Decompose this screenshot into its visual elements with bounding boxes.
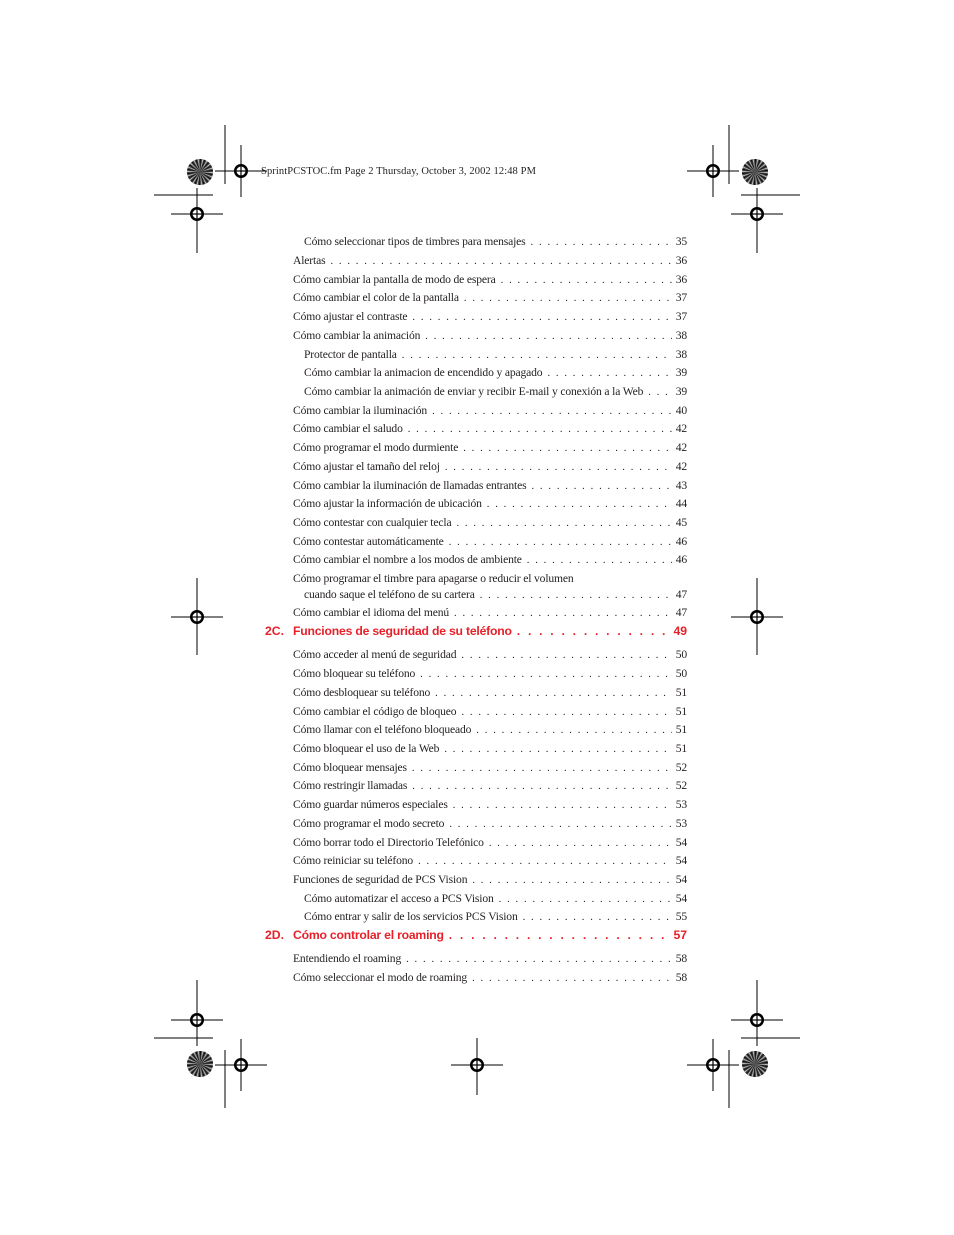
toc-entry-title: Cómo contestar con cualquier tecla (293, 516, 452, 529)
toc-entry-title: Cómo seleccionar el modo de roaming (293, 971, 468, 984)
toc-entry[interactable] (293, 497, 687, 510)
leader-dots (472, 875, 671, 886)
section-number: 2C. (265, 624, 284, 638)
toc-entry-title: Cómo cambiar el color de la pantalla (293, 291, 459, 304)
leader-dots (449, 928, 670, 942)
toc-entry-page: 55 (675, 910, 687, 923)
toc-entry-title: cuando saque el teléfono de su cartera (304, 588, 475, 601)
toc-entry-page: 46 (675, 553, 687, 566)
toc-entry[interactable] (293, 535, 687, 548)
toc-entry-title: Cómo ajustar el contraste (293, 310, 408, 323)
leader-dots (461, 650, 671, 661)
toc-entry[interactable] (293, 952, 687, 965)
toc-entry-title: Entendiendo el roaming (293, 952, 402, 965)
toc-entry-title: Cómo cambiar la animacion de encendido y apagado (304, 366, 543, 379)
toc-entry-title: Cómo contestar automáticamente (293, 535, 444, 548)
toc-entry[interactable] (304, 366, 687, 379)
toc-entry[interactable] (304, 910, 687, 923)
leader-dots (531, 237, 672, 248)
toc-entry[interactable] (293, 723, 687, 736)
toc-entry[interactable] (293, 310, 687, 323)
toc-entry-page: 54 (675, 854, 687, 867)
leader-dots (454, 608, 672, 619)
leader-dots (402, 350, 672, 361)
leader-dots (461, 707, 671, 718)
toc-entry[interactable] (304, 385, 687, 398)
toc-entry-page: 37 (675, 310, 687, 323)
toc-entry-page: 37 (675, 291, 687, 304)
leader-dots (463, 443, 672, 454)
toc-entry-page: 42 (675, 460, 687, 473)
toc-entry-title: Cómo cambiar el saludo (293, 422, 403, 435)
toc-entry-page: 52 (675, 761, 687, 774)
leader-dots (501, 275, 672, 286)
section-page: 49 (673, 624, 687, 638)
toc-entry[interactable] (304, 892, 687, 905)
toc-entry-page: 54 (675, 892, 687, 905)
section-heading[interactable] (265, 928, 687, 942)
toc-entry-page: 51 (675, 742, 687, 755)
toc-entry-title: Alertas (293, 254, 326, 267)
toc-entry-title: Cómo bloquear el uso de la Web (293, 742, 440, 755)
toc-entry[interactable] (293, 479, 687, 492)
toc-entry-page: 39 (675, 366, 687, 379)
leader-dots (523, 912, 672, 923)
toc-entry-page: 52 (675, 779, 687, 792)
toc-entry-title: Cómo bloquear su teléfono (293, 667, 416, 680)
toc-entry-page: 50 (675, 648, 687, 661)
leader-dots (444, 744, 671, 755)
leader-dots (449, 537, 672, 548)
section-page: 57 (673, 928, 687, 942)
toc-entry-page: 42 (675, 441, 687, 454)
toc-entry-title: Cómo programar el modo secreto (293, 817, 445, 830)
toc-entry[interactable] (293, 291, 687, 304)
toc-entry[interactable] (304, 348, 687, 361)
toc-entry[interactable] (293, 422, 687, 435)
leader-dots (499, 894, 672, 905)
toc-entry-page: 38 (675, 348, 687, 361)
toc-entry-title: Cómo programar el modo durmiente (293, 441, 459, 454)
toc-entry[interactable] (293, 836, 687, 849)
toc-entry-title: Cómo automatizar el acceso a PCS Vision (304, 892, 494, 905)
leader-dots (527, 555, 672, 566)
toc-entry-title: Cómo borrar todo el Directorio Telefónico (293, 836, 484, 849)
toc-entry-page: 50 (675, 667, 687, 680)
toc-entry[interactable] (304, 235, 687, 248)
toc-entry[interactable] (293, 329, 687, 342)
toc-entry-title: Cómo entrar y salir de los servicios PCS Vision (304, 910, 518, 923)
leader-dots (480, 590, 672, 601)
toc-entry-title: Cómo cambiar la iluminación (293, 404, 428, 417)
toc-entry-title: Cómo llamar con el teléfono bloqueado (293, 723, 472, 736)
toc-entry-page: 53 (675, 817, 687, 830)
toc-entry-title: Cómo cambiar la animación (293, 329, 421, 342)
toc-entry-title: Cómo ajustar la información de ubicación (293, 497, 482, 510)
toc-entry-page: 54 (675, 836, 687, 849)
toc-entry-title: Cómo cambiar la animación de enviar y recibir E-mail y conexión a la Web (304, 385, 644, 398)
leader-dots (453, 800, 672, 811)
toc-entry[interactable] (293, 648, 687, 661)
toc-entry-page: 39 (675, 385, 687, 398)
toc-entry[interactable] (293, 460, 687, 473)
leader-dots (408, 424, 672, 435)
toc-entry-title: Cómo cambiar el idioma del menú (293, 606, 450, 619)
file-info-header: SprintPCSTOC.fm Page 2 Thursday, October 3, 2002 12:48 PM (261, 166, 537, 177)
leader-dots (412, 763, 672, 774)
toc-entry-page: 51 (675, 723, 687, 736)
section-title: Funciones de seguridad de su teléfono (293, 624, 512, 638)
toc-entry[interactable] (293, 254, 687, 267)
toc-entry-title: Cómo ajustar el tamaño del reloj (293, 460, 440, 473)
toc-entry-page: 47 (675, 606, 687, 619)
toc-entry[interactable] (293, 705, 687, 718)
leader-dots (406, 954, 672, 965)
toc-entry[interactable] (293, 606, 687, 619)
toc-entry-title: Cómo seleccionar tipos de timbres para mensajes (304, 235, 526, 248)
toc-entry[interactable] (293, 404, 687, 417)
toc-entry-page: 51 (675, 686, 687, 699)
section-title: Cómo controlar el roaming (293, 928, 444, 942)
toc-entry[interactable] (293, 742, 687, 755)
toc-entry-page: 44 (675, 497, 687, 510)
leader-dots (489, 838, 672, 849)
toc-entry-title: Cómo cambiar el código de bloqueo (293, 705, 457, 718)
toc-entry-page: 36 (675, 254, 687, 267)
leader-dots (449, 819, 671, 830)
toc-entry-title: Cómo cambiar el nombre a los modos de ambiente (293, 553, 522, 566)
leader-dots (435, 688, 672, 699)
toc-entry[interactable] (293, 553, 687, 566)
toc-entry[interactable] (293, 516, 687, 529)
leader-dots (425, 331, 671, 342)
leader-dots (517, 624, 670, 638)
leader-dots (456, 518, 671, 529)
section-heading[interactable] (265, 624, 687, 638)
leader-dots (412, 312, 671, 323)
leader-dots (418, 856, 672, 867)
toc-entry-page: 47 (675, 588, 687, 601)
toc-entry-title: Protector de pantalla (304, 348, 397, 361)
leader-dots (472, 973, 672, 984)
toc-entry[interactable] (293, 441, 687, 454)
toc-entry-page: 42 (675, 422, 687, 435)
toc-entry[interactable] (293, 971, 687, 984)
toc-entry-title: Cómo bloquear mensajes (293, 761, 407, 774)
toc-entry[interactable] (293, 779, 687, 792)
toc-entry-page: 53 (675, 798, 687, 811)
leader-dots (420, 669, 672, 680)
toc-entry[interactable] (293, 273, 687, 286)
section-number: 2D. (265, 928, 284, 942)
toc-entry-page: 35 (675, 235, 687, 248)
toc-entry-title: Cómo cambiar la iluminación de llamadas entrantes (293, 479, 527, 492)
leader-dots (330, 256, 671, 267)
toc-entry-page: 43 (675, 479, 687, 492)
toc-entry[interactable] (304, 588, 687, 601)
leader-dots (432, 406, 672, 417)
toc-entry[interactable] (293, 761, 687, 774)
toc-entry[interactable] (293, 817, 687, 830)
leader-dots (531, 481, 671, 492)
toc-entry-title: Cómo reiniciar su teléfono (293, 854, 414, 867)
toc-entry-page: 58 (675, 971, 687, 984)
leader-dots (547, 368, 671, 379)
toc-entry-title: Cómo restringir llamadas (293, 779, 408, 792)
leader-dots (445, 462, 672, 473)
toc-entry[interactable] (293, 798, 687, 811)
toc-entry-page: 54 (675, 873, 687, 886)
toc-entry-title: Cómo acceder al menú de seguridad (293, 648, 457, 661)
leader-dots (487, 499, 672, 510)
toc-entry-page: 45 (675, 516, 687, 529)
toc-entry[interactable] (293, 873, 687, 886)
toc-entry[interactable] (293, 854, 687, 867)
leader-dots (476, 725, 671, 736)
toc-entry-first-line[interactable]: Cómo programar el timbre para apagarse o reducir el volumen (293, 572, 574, 585)
toc-entry-page: 40 (675, 404, 687, 417)
leader-dots (648, 387, 671, 398)
toc-entry-title: Cómo cambiar la pantalla de modo de espera (293, 273, 496, 286)
toc-entry-page: 58 (675, 952, 687, 965)
toc-entry-title: Cómo guardar números especiales (293, 798, 448, 811)
toc-entry-title: Cómo desbloquear su teléfono (293, 686, 431, 699)
toc-entry-title: Funciones de seguridad de PCS Vision (293, 873, 468, 886)
toc-entry-page: 38 (675, 329, 687, 342)
toc-entry-page: 51 (675, 705, 687, 718)
toc-entry[interactable] (293, 686, 687, 699)
toc-entry-page: 46 (675, 535, 687, 548)
toc-entry-page: 36 (675, 273, 687, 286)
toc-entry[interactable] (293, 667, 687, 680)
leader-dots (412, 781, 671, 792)
leader-dots (464, 293, 672, 304)
